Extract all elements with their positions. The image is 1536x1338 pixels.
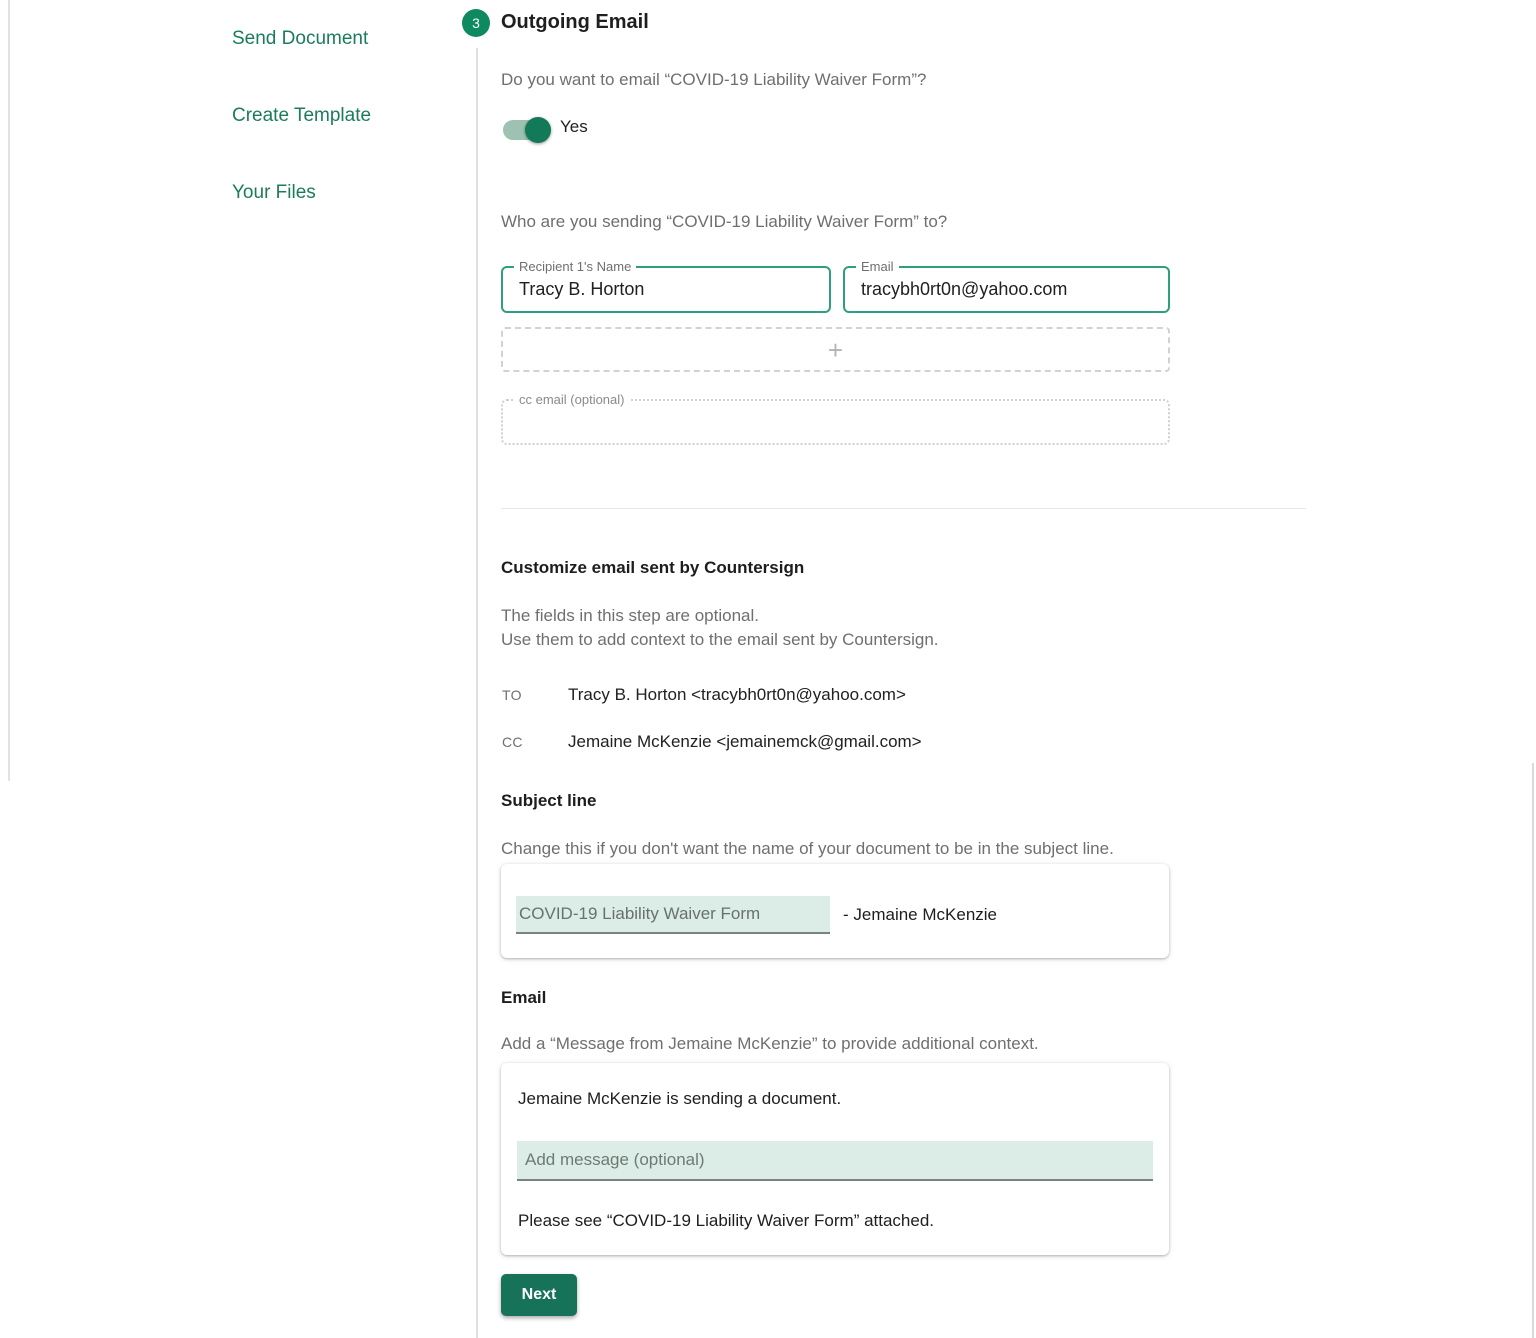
email-section-description: Add a “Message from Jemaine McKenzie” to provide additional context. bbox=[501, 1034, 1039, 1053]
recipient-name-input[interactable] bbox=[503, 279, 829, 300]
cc-email-input[interactable] bbox=[503, 401, 1168, 443]
recipient-name-field bbox=[501, 259, 831, 313]
step-number-badge: 3 bbox=[462, 9, 490, 37]
customize-description-line1: The fields in this step are optional. bbox=[501, 606, 759, 625]
customize-description-line2: Use them to add context to the email sent by Countersign. bbox=[501, 630, 939, 649]
subject-heading: Subject line bbox=[501, 791, 597, 810]
step-connector-line bbox=[476, 48, 478, 1338]
recipient-email-field bbox=[843, 259, 1170, 313]
customize-heading: Customize email sent by Countersign bbox=[501, 558, 805, 577]
step-title: Outgoing Email bbox=[501, 11, 649, 33]
right-panel-edge bbox=[1532, 763, 1534, 1338]
cc-email-field bbox=[501, 392, 1170, 445]
email-section-heading: Email bbox=[501, 988, 547, 1007]
subject-suffix: - Jemaine McKenzie bbox=[843, 905, 998, 924]
recipient-name-label: Recipient 1's Name bbox=[514, 259, 636, 275]
to-value: Tracy B. Horton <tracybh0rt0n@yahoo.com> bbox=[568, 685, 906, 704]
email-body-line2: Please see “COVID-19 Liability Waiver Form” attached. bbox=[518, 1211, 935, 1230]
email-body-line1: Jemaine McKenzie is sending a document. bbox=[518, 1089, 842, 1108]
recipient-email-input[interactable] bbox=[845, 279, 1168, 300]
sidebar-item-create-template[interactable]: Create Template bbox=[232, 105, 372, 126]
to-label: TO bbox=[502, 687, 522, 703]
sidebar-item-your-files[interactable]: Your Files bbox=[232, 182, 316, 203]
cc-value: Jemaine McKenzie <jemainemck@gmail.com> bbox=[568, 732, 922, 751]
toggle-state-label: Yes bbox=[560, 117, 588, 136]
plus-icon: + bbox=[827, 334, 844, 365]
toggle-thumb bbox=[525, 117, 551, 143]
left-panel-edge bbox=[8, 0, 10, 781]
add-recipient-button[interactable] bbox=[501, 327, 1170, 372]
recipients-question: Who are you sending “COVID-19 Liability Waiver Form” to? bbox=[501, 212, 948, 231]
cc-email-label: cc email (optional) bbox=[514, 392, 630, 407]
email-toggle-switch[interactable] bbox=[503, 120, 549, 140]
subject-card bbox=[501, 864, 1169, 958]
cc-label: CC bbox=[502, 734, 523, 750]
email-message-card bbox=[501, 1063, 1169, 1255]
subject-description: Change this if you don't want the name of your document to be in the subject line. bbox=[501, 839, 1114, 858]
recipient-email-label: Email bbox=[856, 259, 899, 275]
sidebar-item-send-document[interactable]: Send Document bbox=[232, 28, 369, 49]
next-button[interactable]: Next bbox=[501, 1274, 577, 1316]
add-message-input[interactable] bbox=[517, 1141, 1153, 1181]
section-divider bbox=[501, 508, 1306, 509]
email-question: Do you want to email “COVID-19 Liability Waiver Form”? bbox=[501, 70, 927, 89]
subject-input[interactable] bbox=[516, 896, 830, 934]
